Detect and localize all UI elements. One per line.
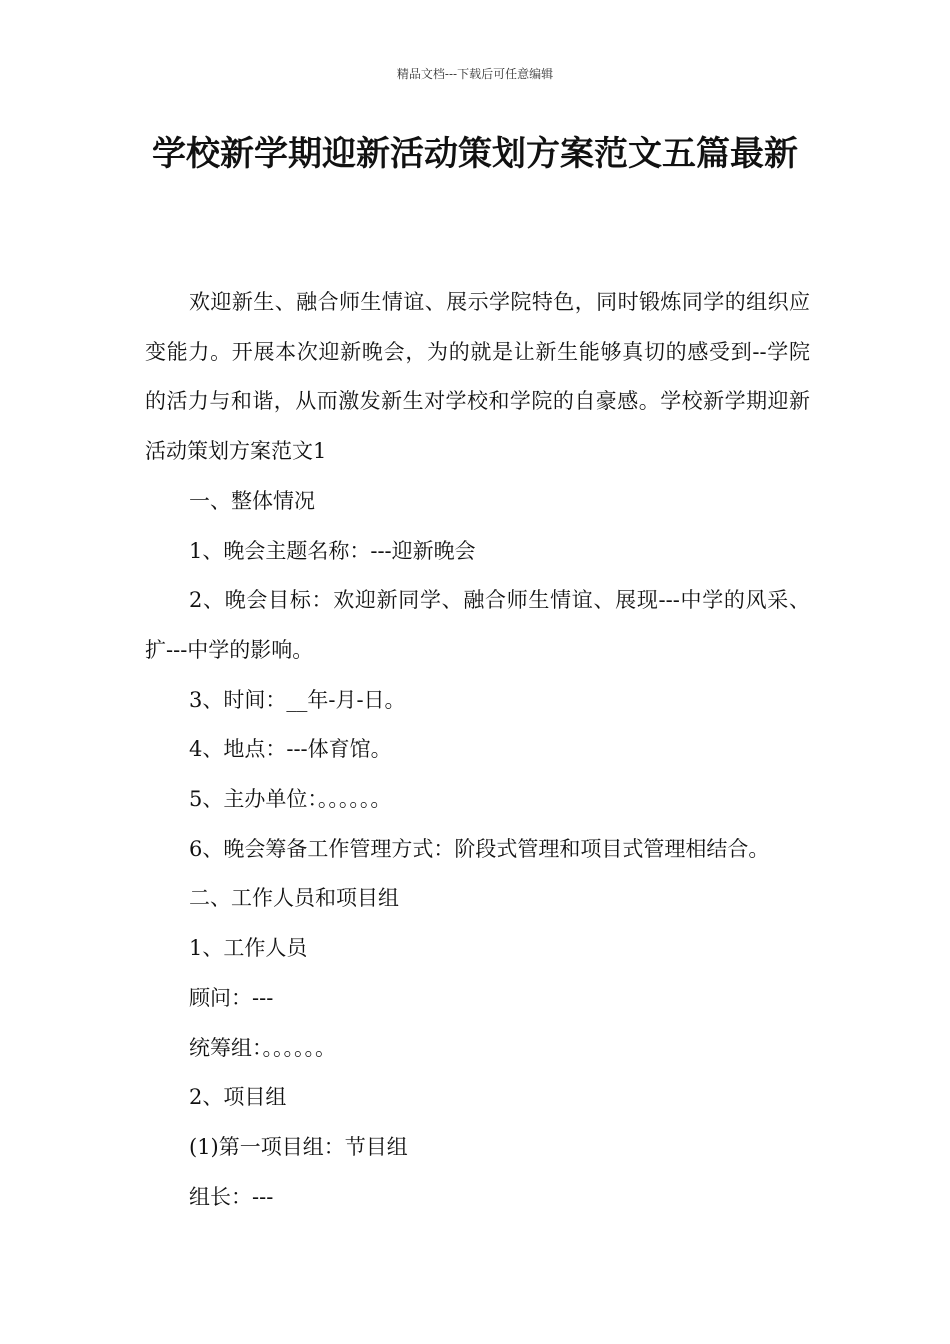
section-heading: 一、整体情况 [189, 488, 315, 513]
list-item: 统筹组：。。。。。。 [189, 1035, 336, 1060]
list-item: 组长：--- [189, 1184, 274, 1209]
document-body [145, 278, 810, 1222]
list-item: 5、主办单位：。。。。。。 [189, 787, 392, 812]
list-item: 1、晚会主题名称：---迎新晚会 [189, 538, 476, 563]
page-header: 精品文档---下载后可任意编辑 [396, 67, 554, 81]
list-item: (1)第一项目组：节目组 [189, 1134, 408, 1159]
list-item: 顾问：--- [189, 985, 274, 1010]
list-item: 1、工作人员 [189, 936, 308, 961]
list-item: 4、地点：---体育馆。 [189, 737, 392, 762]
list-item: 2、项目组 [189, 1085, 287, 1110]
section-heading: 二、工作人员和项目组 [189, 886, 399, 911]
list-item: 6、晚会筹备工作管理方式：阶段式管理和项目式管理相结合。 [189, 836, 770, 861]
intro-paragraph: 欢迎新生、融合师生情谊、展示学院特色，同时锻炼同学的组织应变能力。开展本次迎新晚会，为的就是让新生能够真切的感受到--学院的活力与和谐，从而激发新生对学校和学院的自豪感。学校新学期迎新活动策划方案范文1 [145, 290, 810, 464]
document-title: 学校新学期迎新活动策划方案范文五篇最新 [152, 134, 798, 174]
list-item: 3、时间：__年-月-日。 [189, 687, 406, 712]
list-item: 2、晚会目标：欢迎新同学、融合师生情谊、展现---中学的风采、扩---中学的影响。 [145, 588, 810, 662]
